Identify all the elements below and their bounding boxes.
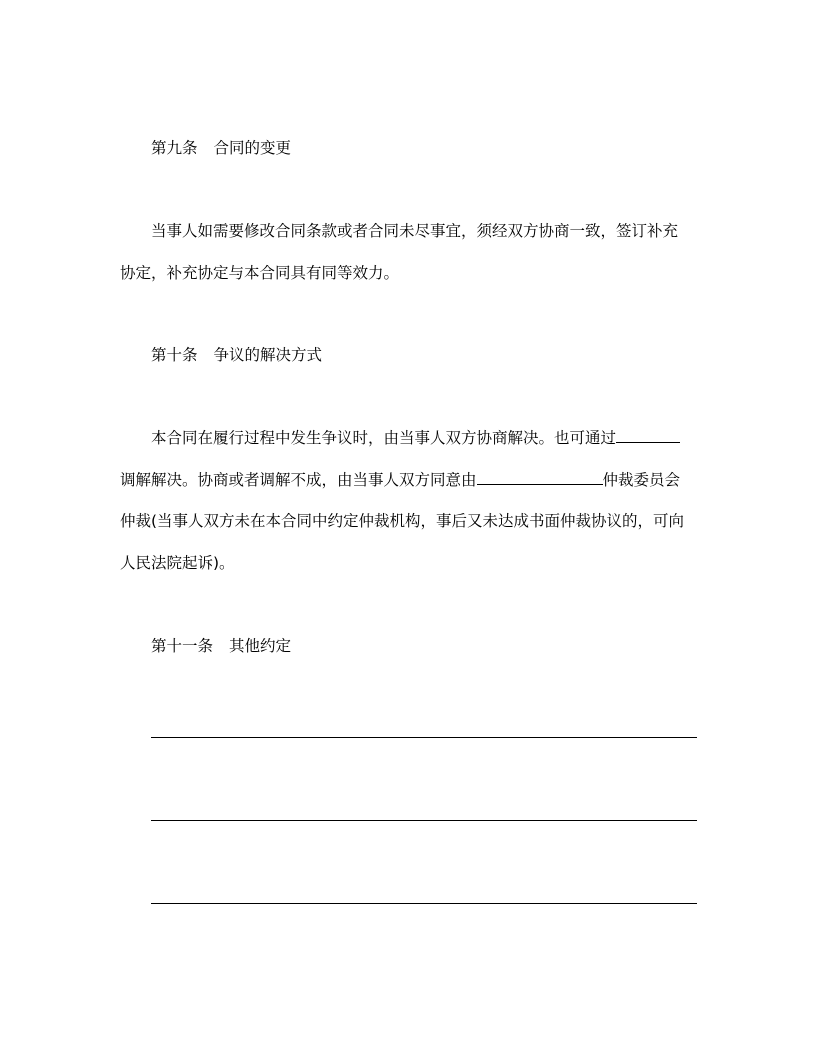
mediator-blank[interactable] xyxy=(616,428,680,443)
article10-number: 第十条 xyxy=(151,346,198,364)
article10-heading xyxy=(151,345,322,365)
article11-title: 其他约定 xyxy=(229,637,292,655)
article10-paragraph-line4: 人民法院起诉)。 xyxy=(120,554,235,572)
article9-paragraph-line1: 当事人如需要修改合同条款或者合同未尽事宜，须经双方协商一致，签订补充 xyxy=(151,222,679,240)
other-terms-blank-line-2[interactable] xyxy=(151,820,697,821)
article10-paragraph-line3: 仲裁(当事人双方未在本合同中约定仲裁机构，事后又未达成书面仲裁协议的，可向 xyxy=(120,512,685,530)
article10-line1-text: 本合同在履行过程中发生争议时，由当事人双方协商解决。也可通过 xyxy=(151,429,617,447)
article11-heading xyxy=(151,636,291,656)
article9-title: 合同的变更 xyxy=(213,139,292,157)
article10-title: 争议的解决方式 xyxy=(213,346,323,364)
article9-paragraph-line2: 协定，补充协定与本合同具有同等效力。 xyxy=(120,264,400,282)
article10-paragraph-line2 xyxy=(120,470,680,490)
article11-number: 第十一条 xyxy=(151,637,214,655)
article9-heading xyxy=(151,138,291,158)
other-terms-blank-line-3[interactable] xyxy=(151,903,697,904)
article10-paragraph-line1 xyxy=(151,428,680,448)
other-terms-blank-line-1[interactable] xyxy=(151,737,697,738)
arbitration-commission-blank[interactable] xyxy=(477,470,603,485)
article9-number: 第九条 xyxy=(151,139,198,157)
article10-line2-text-b: 仲裁委员会 xyxy=(602,471,681,489)
article10-line2-text-a: 调解解决。协商或者调解不成，由当事人双方同意由 xyxy=(120,471,477,489)
